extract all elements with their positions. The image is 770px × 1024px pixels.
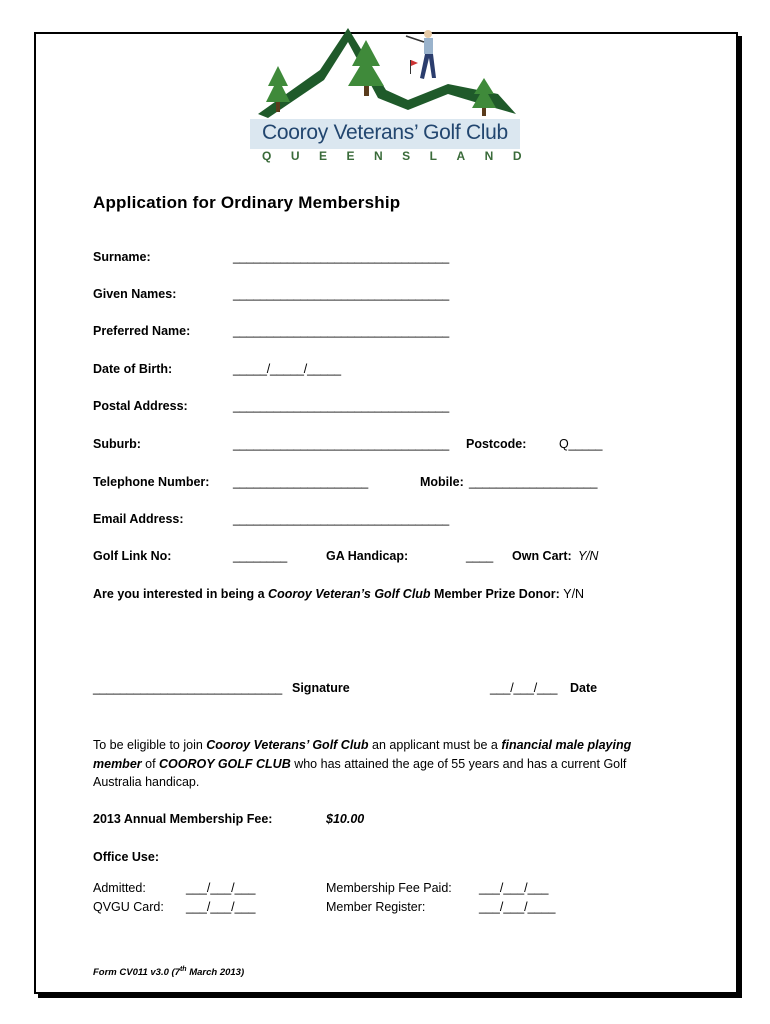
fee-label: 2013 Annual Membership Fee:: [93, 812, 273, 826]
date-label: Date: [570, 681, 598, 695]
eligibility-text: To be eligible to join: [93, 738, 207, 752]
telephone-field[interactable]: ____________________: [233, 475, 369, 489]
fee-paid-field[interactable]: ___/___/___: [479, 881, 549, 895]
eligibility-host-club: COOROY GOLF CLUB: [159, 756, 291, 771]
logo-state: QUEENSLAND: [262, 149, 542, 163]
dob-field[interactable]: _____/_____/_____: [233, 362, 341, 376]
ga-handicap-label: GA Handicap:: [326, 549, 409, 563]
member-register-field[interactable]: ___/___/____: [479, 900, 556, 914]
eligibility-paragraph: [93, 736, 653, 792]
qvgu-card-field[interactable]: ___/___/___: [186, 900, 256, 914]
suburb-field[interactable]: ________________________________: [233, 437, 450, 451]
footer-suffix: March 2013): [186, 967, 245, 979]
eligibility-text: of: [141, 756, 160, 771]
mobile-label: Mobile:: [420, 475, 464, 489]
prize-donor-prefix: Are you interested in being a: [93, 587, 269, 601]
golfer-icon: [406, 30, 436, 79]
fee-value: $10.00: [326, 812, 365, 826]
postcode-field[interactable]: Q_____: [559, 437, 603, 451]
email-label: Email Address:: [93, 512, 184, 526]
postcode-label: Postcode:: [466, 437, 527, 451]
tree-icon: [266, 40, 496, 116]
form-title: Application for Ordinary Membership: [93, 193, 401, 212]
prize-donor-field[interactable]: Y/N: [563, 587, 585, 601]
mobile-field[interactable]: ___________________: [469, 475, 598, 489]
footer-prefix: Form CV011 v3.0 (7: [93, 967, 180, 979]
eligibility-club: Cooroy Veterans’ Golf Club: [206, 738, 369, 752]
prize-donor-question: [93, 587, 584, 601]
email-field[interactable]: ________________________________: [233, 512, 450, 526]
logo-club-name: Cooroy Veterans’ Golf Club: [262, 121, 508, 144]
signature-line[interactable]: ____________________________: [93, 681, 283, 695]
admitted-field[interactable]: ___/___/___: [186, 881, 256, 895]
member-register-label: Member Register:: [326, 900, 426, 914]
office-use-title: Office Use:: [93, 850, 159, 864]
eligibility-text: an applicant must be a: [368, 738, 502, 752]
fee-paid-label: Membership Fee Paid:: [326, 881, 452, 895]
golf-link-label: Golf Link No:: [93, 549, 172, 563]
given-names-label: Given Names:: [93, 287, 177, 301]
surname-field[interactable]: ________________________________: [233, 250, 450, 264]
dob-label: Date of Birth:: [93, 362, 173, 376]
date-line[interactable]: ___/___/___: [490, 681, 558, 695]
given-names-field[interactable]: ________________________________: [233, 287, 450, 301]
prize-donor-suffix: Member Prize Donor:: [430, 587, 564, 601]
preferred-name-field[interactable]: ________________________________: [233, 324, 450, 338]
eligibility-requirement: financial male playing member: [93, 738, 632, 771]
ga-handicap-field[interactable]: ____: [466, 549, 494, 563]
own-cart-label: Own Cart:: [512, 549, 572, 563]
admitted-label: Admitted:: [93, 881, 146, 895]
eligibility-text: who has attained the age of 55 years and has a current Golf Australia handicap.: [93, 756, 627, 789]
preferred-name-label: Preferred Name:: [93, 324, 191, 338]
telephone-label: Telephone Number:: [93, 475, 210, 489]
postal-address-label: Postal Address:: [93, 399, 188, 413]
footer-sup: th: [179, 966, 187, 973]
qvgu-card-label: QVGU Card:: [93, 900, 164, 914]
golf-link-field[interactable]: ________: [233, 549, 288, 563]
suburb-label: Suburb:: [93, 437, 141, 451]
postal-address-field[interactable]: ________________________________: [233, 399, 450, 413]
own-cart-field[interactable]: Y/N: [578, 549, 599, 563]
surname-label: Surname:: [93, 250, 151, 264]
prize-donor-club: Cooroy Veteran’s Golf Club: [268, 587, 431, 601]
signature-label: Signature: [292, 681, 350, 695]
form-version-footer: [93, 966, 244, 978]
